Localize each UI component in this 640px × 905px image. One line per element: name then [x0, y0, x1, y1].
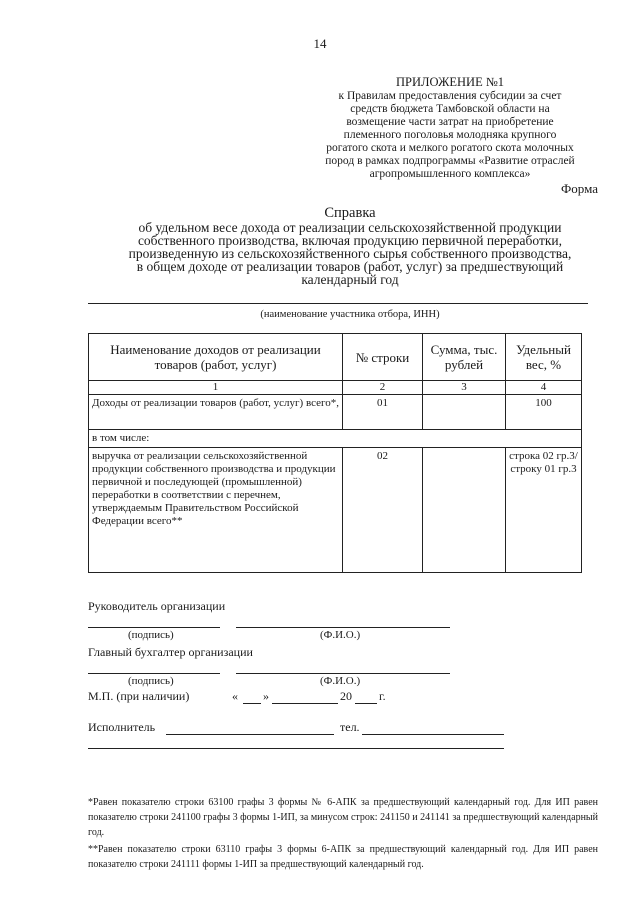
- accountant-name-line[interactable]: [236, 673, 450, 674]
- date-year-suffix: г.: [379, 689, 386, 703]
- signature-caption: (подпись): [128, 675, 174, 687]
- name-caption: (Ф.И.О.): [320, 675, 361, 687]
- column-number: 3: [423, 381, 506, 395]
- participant-name-line[interactable]: [88, 303, 588, 304]
- date-open-quote: «: [232, 689, 238, 703]
- row-name: в том числе:: [89, 430, 582, 448]
- row-sum[interactable]: [423, 448, 506, 573]
- appendix-line: пород в рамках подпрограммы «Развитие отраслей: [325, 155, 575, 167]
- document-title-line: произведенную из сельскохозяйственного сырья собственного производства,: [128, 246, 572, 261]
- appendix-line: рогатого скота и мелкого рогатого скота молочных: [326, 142, 574, 154]
- executor-label: Исполнитель: [88, 720, 156, 734]
- document-title-line: календарный год: [301, 272, 399, 287]
- appendix-line: возмещение части затрат на приобретение: [346, 116, 554, 128]
- footnote: **Равен показателю строки 63110 графы 3 формы 6-АПК за предшествующий календарный год. Для ИП равен показателю строки 241111 формы 1-ИП за предшествующий календарный год.: [88, 844, 598, 870]
- form-label: Форма: [561, 181, 598, 196]
- document-title-line: об удельном весе дохода от реализации сельскохозяйственной продукции: [138, 220, 562, 235]
- row-sum[interactable]: [423, 395, 506, 430]
- table-row: [89, 395, 582, 430]
- row-line: 01: [343, 395, 423, 430]
- page-number: 14: [313, 36, 327, 51]
- document-title-line: в общем доходе от реализации товаров (работ, услуг) за предшествующий: [136, 259, 564, 274]
- executor-extra-line[interactable]: [88, 748, 504, 749]
- row-share: 100: [506, 395, 582, 430]
- head-label: Руководитель организации: [88, 599, 226, 613]
- income-table: [88, 333, 582, 573]
- document-title-line: собственного производства, включая продукцию первичной переработки,: [137, 233, 563, 248]
- phone-label: тел.: [340, 720, 360, 734]
- date-day-line[interactable]: [243, 703, 261, 704]
- head-signature-line[interactable]: [88, 627, 220, 628]
- appendix-line: средств бюджета Тамбовской области на: [350, 103, 550, 115]
- document-title-heading: Справка: [324, 205, 376, 221]
- column-number: 1: [89, 381, 343, 395]
- table-row: [89, 430, 582, 448]
- table-row: [89, 448, 582, 573]
- date-year-line[interactable]: [355, 703, 377, 704]
- header-sum: Сумма, тыс. рублей: [423, 334, 506, 381]
- name-caption: (Ф.И.О.): [320, 629, 361, 641]
- appendix-title: ПРИЛОЖЕНИЕ №1: [395, 75, 505, 89]
- phone-line[interactable]: [362, 734, 504, 735]
- head-name-line[interactable]: [236, 627, 450, 628]
- date-month-line[interactable]: [272, 703, 338, 704]
- header-line-number: № строки: [343, 334, 423, 381]
- appendix-block: [300, 76, 600, 181]
- accountant-signature-line[interactable]: [88, 673, 220, 674]
- date-year-prefix: 20: [340, 689, 352, 703]
- date-close-quote: »: [263, 689, 269, 703]
- row-share: строка 02 гр.3/ строку 01 гр.3: [506, 448, 582, 573]
- appendix-line: к Правилам предоставления субсидии за счет: [338, 90, 562, 102]
- header-share: Удельный вес, %: [506, 334, 582, 381]
- signature-caption: (подпись): [128, 629, 174, 641]
- participant-caption: (наименование участника отбора, ИНН): [260, 309, 440, 320]
- row-line: 02: [343, 448, 423, 573]
- accountant-label: Главный бухгалтер организации: [88, 645, 253, 659]
- column-number: 2: [343, 381, 423, 395]
- footnote: *Равен показателю строки 63100 графы 3 формы № 6-АПК за предшествующий календарный год. Для ИП равен показателю строки 241100 графы 3 формы 1-ИП, за минусом строк: 241150 и 241141 за предшествующий календарный год.: [88, 797, 598, 838]
- header-income-name: Наименование доходов от реализации товаров (работ, услуг): [89, 334, 343, 381]
- seal-label: М.П. (при наличии): [88, 689, 190, 703]
- row-name: выручка от реализации сельскохозяйственной продукции собственного производства и продукции первичной и последующей (промышленной) переработки в соответствии с перечнем, утверждаемым Правительством Российской Федерации всего**: [89, 448, 343, 573]
- footnotes: [88, 795, 598, 874]
- appendix-line: племенного поголовья молодняка крупного: [343, 129, 557, 141]
- document-title: [70, 207, 630, 286]
- executor-name-line[interactable]: [166, 734, 334, 735]
- row-name: Доходы от реализации товаров (работ, услуг) всего*,: [89, 395, 343, 430]
- appendix-line: агропромышленного комплекса»: [369, 168, 531, 180]
- column-number: 4: [506, 381, 582, 395]
